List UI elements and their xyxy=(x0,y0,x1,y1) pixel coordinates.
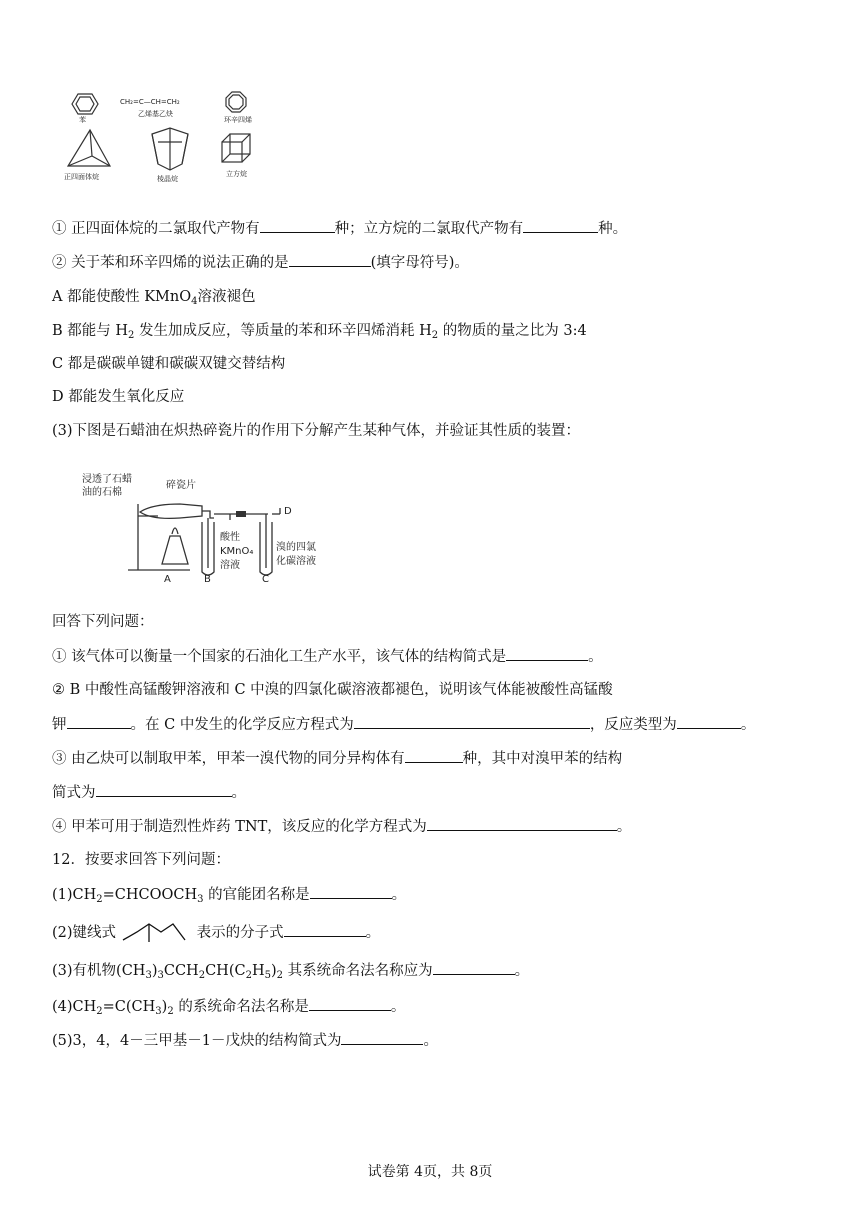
svg-text:KMnO₄: KMnO₄ xyxy=(220,546,254,557)
answer-blank[interactable] xyxy=(341,1030,423,1045)
question-12-3: (3)有机物$(CH_3)_3CCH_2CH(C_2H_5)_2$ 其系统命名法名称应为 。 xyxy=(52,960,529,986)
prismane-structure xyxy=(152,128,188,170)
apparatus-figure xyxy=(80,464,340,586)
answer-blank[interactable] xyxy=(289,252,371,267)
svg-text:油的石棉: 油的石棉 xyxy=(82,487,122,498)
option-c: C 都是碳碳单键和碳碳双键交替结构 xyxy=(52,356,286,372)
svg-text:B: B xyxy=(204,574,211,585)
test-tube-a xyxy=(140,504,202,518)
cyclooctatetraene-structure xyxy=(226,92,246,112)
tetrahedrane-structure xyxy=(68,130,110,166)
svg-text:酸性: 酸性 xyxy=(220,532,240,543)
prismane-label: 棱晶烷 xyxy=(157,175,178,183)
benzene-structure xyxy=(72,94,98,114)
skeletal-formula-icon xyxy=(121,920,197,946)
answer-blank[interactable] xyxy=(523,218,598,233)
svg-text:碎瓷片: 碎瓷片 xyxy=(166,480,196,491)
benzene-label: 苯 xyxy=(79,116,86,124)
answer-blank[interactable] xyxy=(433,960,515,975)
svg-text:溶液: 溶液 xyxy=(220,560,240,571)
svg-text:A: A xyxy=(164,574,171,585)
question-12-1: $(1)CH_2=CHCOOCH_3$ 的官能团名称是 。 xyxy=(52,884,406,910)
rubber-joint xyxy=(236,511,246,517)
answer-item-4: ④ 甲苯可用于制造烈性炸药 TNT，该反应的化学方程式为 。 xyxy=(52,816,631,837)
answer-blank[interactable] xyxy=(405,748,463,763)
question-12-5: (5)3，4，4－三甲基－1－戊炔的结构简式为 。 xyxy=(52,1030,438,1051)
svg-text:溴的四氯: 溴的四氯 xyxy=(276,542,316,553)
cyclooctatetraene-label: 环辛四烯 xyxy=(224,116,252,124)
alcohol-lamp xyxy=(162,536,188,564)
question-12-2: (2)键线式 表示的分子式 。 xyxy=(52,920,380,946)
vinylacetylene-formula: CH₂=C—CH=CH₂ xyxy=(120,98,180,106)
answer-blank[interactable] xyxy=(427,816,617,831)
answer-item-1: ① 该气体可以衡量一个国家的石油化工生产水平，该气体的结构简式是 。 xyxy=(52,646,603,667)
svg-text:浸透了石蜡: 浸透了石蜡 xyxy=(82,474,132,485)
question-1: ① 正四面体烷的二氯取代产物有 种；立方烷的二氯取代产物有 种。 xyxy=(52,218,627,239)
answer-blank[interactable] xyxy=(677,714,741,729)
tetrahedrane-label: 正四面体烷 xyxy=(64,173,99,181)
answer-intro: 回答下列问题： xyxy=(52,614,154,630)
answer-item-2-line-1: ② B 中酸性高锰酸钾溶液和 C 中溴的四氯化碳溶液都褪色，说明该气体能被酸性高锰酸 xyxy=(52,682,613,698)
answer-blank[interactable] xyxy=(354,714,590,729)
answer-blank[interactable] xyxy=(96,782,232,797)
option-b: B 都能与 $H_2$ 发生加成反应，等质量的苯和环辛四烯消耗 $H_2$ 的物质的量之比为 3:4 xyxy=(52,323,587,341)
answer-item-2-line-2: 钾 。在 C 中发生的化学反应方程式为 ，反应类型为 。 xyxy=(52,714,755,735)
answer-blank[interactable] xyxy=(67,714,131,729)
answer-item-3-line-2: 简式为 。 xyxy=(52,782,246,803)
answer-blank[interactable] xyxy=(284,922,366,937)
molecule-structures-figure xyxy=(58,86,258,186)
answer-item-3-line-1: ③ 由乙炔可以制取甲苯，甲苯一溴代物的同分异构体有 种，其中对溴甲苯的结构 xyxy=(52,748,622,769)
flame-icon xyxy=(172,528,178,534)
part-3-intro: (3)下图是石蜡油在炽热碎瓷片的作用下分解产生某种气体，并验证其性质的装置： xyxy=(52,423,581,439)
answer-blank[interactable] xyxy=(310,884,392,899)
option-d: D 都能发生氧化反应 xyxy=(52,389,185,405)
option-a: A 都能使酸性 KMnO$_4$溶液褪色 xyxy=(52,289,256,307)
answer-blank[interactable] xyxy=(506,646,588,661)
question-2: ② 关于苯和环辛四烯的说法正确的是 (填字母符号)。 xyxy=(52,252,469,273)
svg-text:化碳溶液: 化碳溶液 xyxy=(276,556,316,567)
cubane-structure xyxy=(222,134,250,162)
vinylacetylene-label: 乙烯基乙炔 xyxy=(138,110,173,118)
answer-blank[interactable] xyxy=(260,218,335,233)
answer-blank[interactable] xyxy=(309,996,391,1011)
cubane-label: 立方烷 xyxy=(226,170,247,178)
question-12-4: $(4)CH_2=C(CH_3)_2$ 的系统命名法名称是 。 xyxy=(52,996,405,1022)
question-12-title: 12．按要求回答下列问题： xyxy=(52,852,230,868)
page-footer: 试卷第 4页，共 8页 xyxy=(367,1164,493,1180)
svg-text:D: D xyxy=(284,506,292,517)
svg-text:C: C xyxy=(262,574,269,585)
